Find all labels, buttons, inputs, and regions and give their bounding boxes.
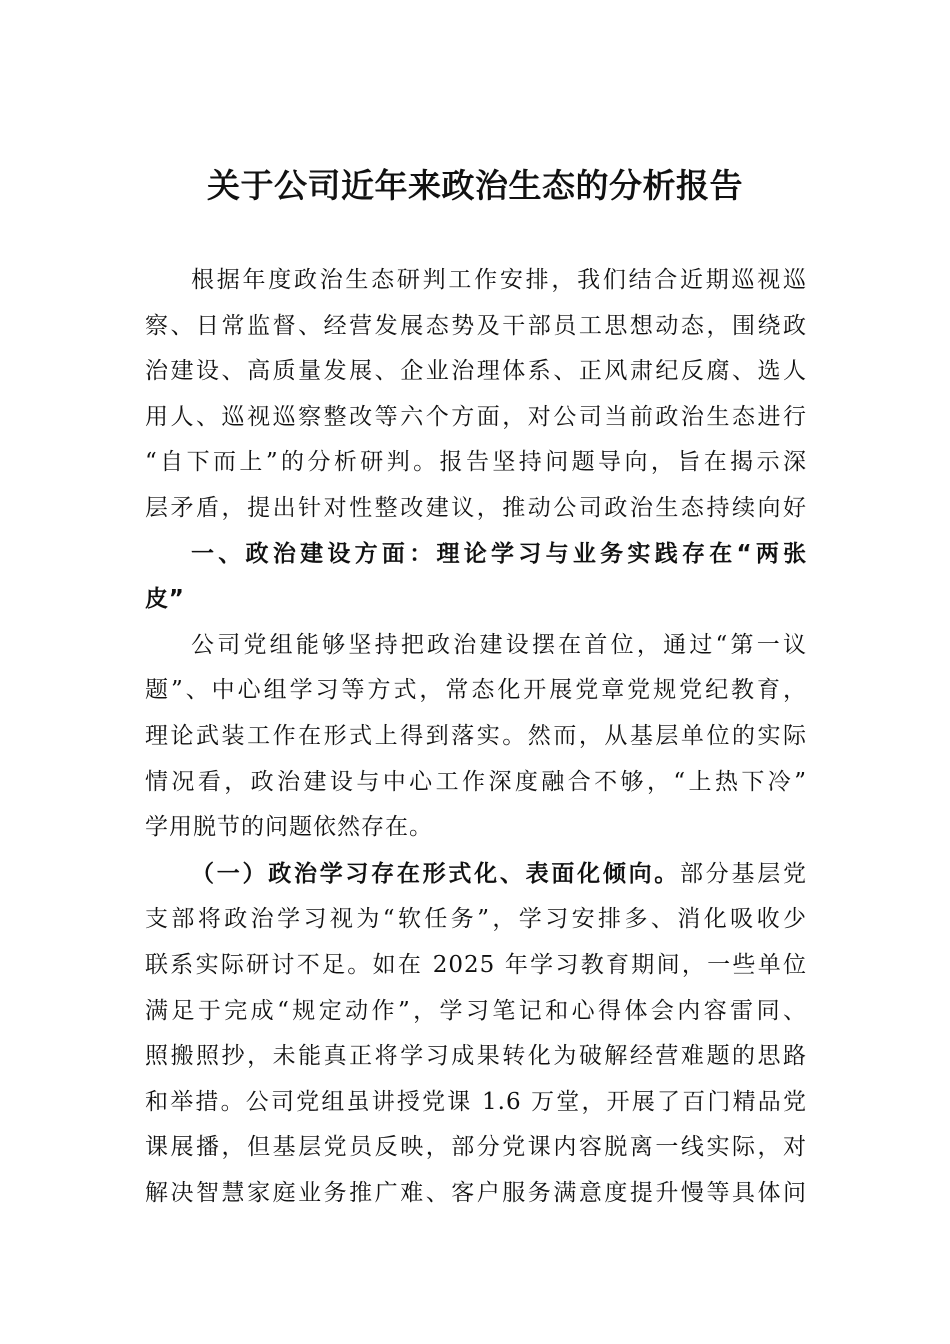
subsection-line: 和举措。公司党组虽讲授党课 1.6 万堂，开展了百门精品党	[145, 1088, 807, 1115]
intro-line: 根据年度政治生态研判工作安排，我们结合近期巡视巡	[191, 267, 807, 293]
section-paragraph	[145, 623, 807, 851]
intro-line: 察、日常监督、经营发展态势及干部员工思想动态，围绕政	[145, 312, 807, 339]
section-heading	[145, 532, 807, 623]
subsection-first-line	[145, 851, 807, 898]
section-line: 学用脱节的问题依然存在。	[145, 814, 433, 841]
subsection-paragraph	[145, 851, 807, 1217]
section-line: 题”、中心组学习等方式，常态化开展党章党规党纪教育，	[145, 677, 807, 704]
intro-line: 治建设、高质量发展、企业治理体系、正风肃纪反腐、选人	[145, 358, 807, 385]
section-line: 情况看，政治建设与中心工作深度融合不够，“上热下冷”	[145, 768, 807, 795]
subsection-line: 支部将政治学习视为“软任务”，学习安排多、消化吸收少	[145, 906, 807, 933]
intro-paragraph	[145, 258, 807, 532]
intro-line: “自下而上”的分析研判。报告坚持问题导向，旨在揭示深	[145, 449, 807, 476]
document-body	[145, 258, 807, 1216]
subsection-first-rest: 部分基层党	[680, 860, 808, 887]
subsection-line: 课展播，但基层党员反映，部分党课内容脱离一线实际，对	[145, 1134, 807, 1161]
section-heading-line: 皮”	[145, 586, 185, 613]
subsection-line: 满足于完成“规定动作”，学习笔记和心得体会内容雷同、	[145, 997, 807, 1024]
intro-line: 用人、巡视巡察整改等六个方面，对公司当前政治生态进行	[145, 403, 807, 430]
subsection-line: 解决智慧家庭业务推广难、客户服务满意度提升慢等具体问	[145, 1179, 807, 1206]
section-line: 公司党组能够坚持把政治建设摆在首位，通过“第一议	[191, 631, 807, 658]
subsection-line: 照搬照抄，未能真正将学习成果转化为破解经营难题的思路	[145, 1043, 807, 1070]
subsection-line: 联系实际研讨不足。如在 2025 年学习教育期间，一些单位	[145, 951, 807, 978]
intro-line: 层矛盾，提出针对性整改建议，推动公司政治生态持续向好	[145, 494, 807, 521]
document-title: 关于公司近年来政治生态的分析报告	[207, 166, 743, 205]
subsection-heading: （一）政治学习存在形式化、表面化倾向。	[191, 859, 681, 887]
section-line: 理论武装工作在形式上得到落实。然而，从基层单位的实际	[145, 722, 807, 749]
section-heading-line: 一、政治建设方面：理论学习与业务实践存在“两张	[191, 540, 807, 567]
